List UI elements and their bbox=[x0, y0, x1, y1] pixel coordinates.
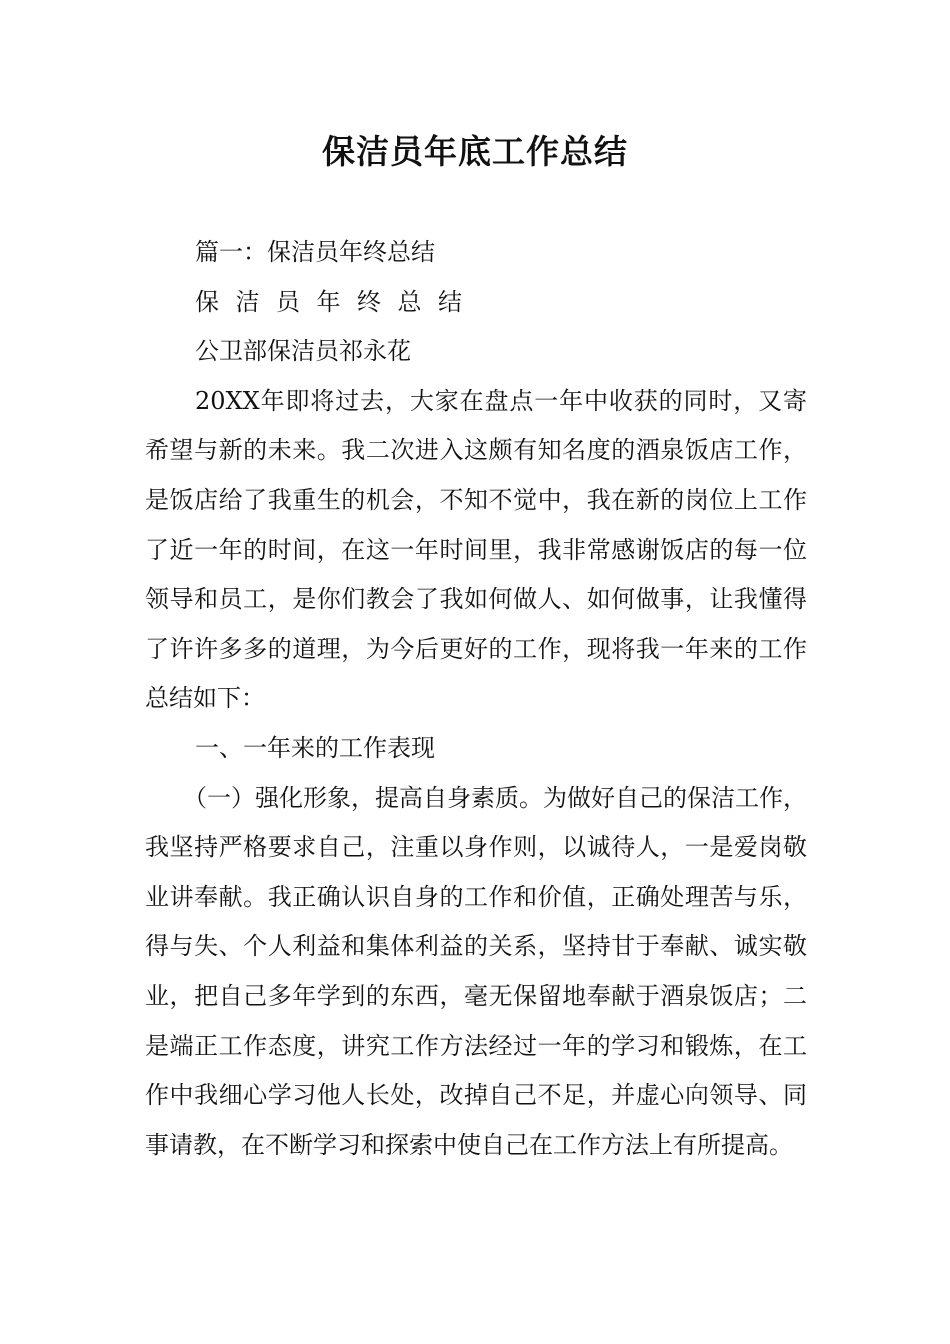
document-title: 保洁员年底工作总结 bbox=[322, 132, 628, 171]
body-paragraph: （一）强化形象，提高自身素质。为做好自己的保洁工作，我坚持严格要求自己，注重以身作则，以诚待人，一是爱岗敬业讲奉献。我正确认识自身的工作和价值，正确处理苦与乐，得与失、个人利益和集体利益的关系，坚持甘于奉献、诚实敬业，把自己多年学到的东西，毫无保留地奉献于酒泉饭店；二是端正工作态度，讲究工作方法经过一年的学习和锻炼，在工作中我细心学习他人长处，改掉自己不足，并虚心向领导、同事请教，在不断学习和探索中使自己在工作方法上有所提高。 bbox=[145, 783, 807, 1159]
subtitle: 保洁员年终总结 bbox=[195, 287, 479, 316]
document-body bbox=[145, 228, 807, 1170]
section-heading: 一、一年来的工作表现 bbox=[195, 733, 435, 762]
body-paragraph: 20XX年即将过去，大家在盘点一年中收获的同时，又寄希望与新的未来。我二次进入这颇有知名度的酒泉饭店工作，是饭店给了我重生的机会，不知不觉中，我在新的岗位上工作了近一年的时间，在这一年时间里，我非常感谢饭店的每一位领导和员工，是你们教会了我如何做人、如何做事，让我懂得了许许多多的道理，为今后更好的工作，现将我一年来的工作总结如下： bbox=[145, 386, 807, 713]
author-line: 公卫部保洁员祁永花 bbox=[195, 337, 411, 366]
section-heading: 篇一：保洁员年终总结 bbox=[195, 238, 435, 266]
